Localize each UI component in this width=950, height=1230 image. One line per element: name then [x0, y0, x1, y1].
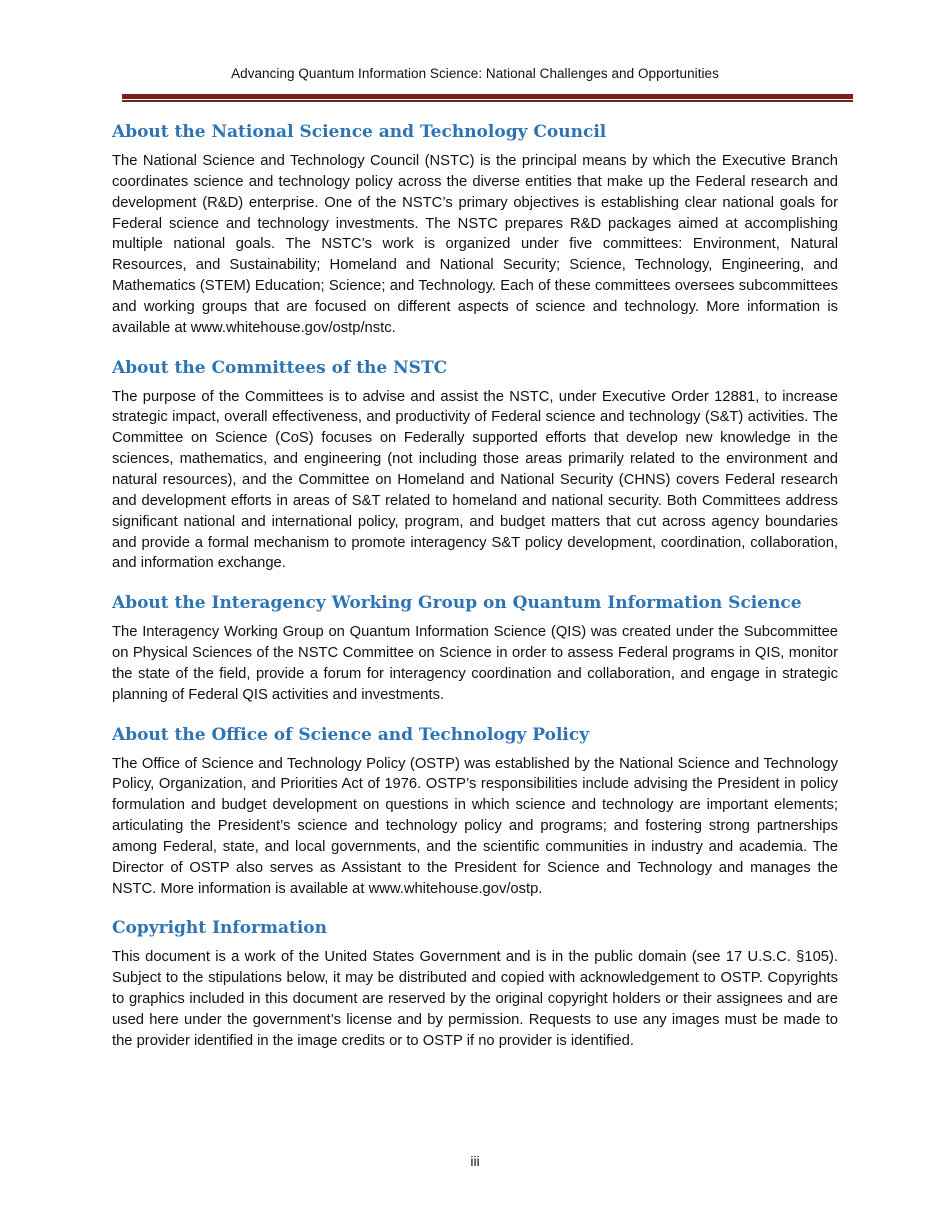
section-body-copyright: This document is a work of the United States Government and is in the public domain (see 17 U.S.C. §105). Subject to the stipulations below, it may be distributed and copied with acknowledgement to OSTP. Copyrights to graphics included in this document are reserved by the original copyright holders or their assignees and are used here under the government’s license and by permission. Requests to use any images must be made to the provider identified in the image credits or to OSTP if no provider is identified.: [112, 949, 838, 1049]
section-body-ostp: The Office of Science and Technology Policy (OSTP) was established by the National Science and Technology Policy, Organization, and Priorities Act of 1976. OSTP’s responsibilities include advising the President in policy formulation and budget development on questions in which science and technology are important elements; articulating the President’s science and technology policy and programs; and fostering strong partnerships among Federal, state, and local governments, and the scientific communities in industry and academia. The Director of OSTP also serves as Assistant to the President for Science and Technology and manages the NSTC. More information is available at www.whitehouse.gov/ostp.: [112, 755, 838, 897]
section-heading-nstc: About the National Science and Technology Council: [112, 122, 607, 142]
running-header-title: Advancing Quantum Information Science: National Challenges and Opportunities: [231, 66, 719, 81]
section-heading-qis-working-group: About the Interagency Working Group on Quantum Information Science: [112, 593, 802, 614]
header-rule-thin: [122, 100, 853, 102]
section-heading-copyright: Copyright Information: [112, 918, 327, 939]
header-rule-thick: [122, 94, 853, 99]
section-nstc: [112, 121, 838, 339]
section-body-committees: The purpose of the Committees is to advise and assist the NSTC, under Executive Order 12881, to increase strategic impact, overall effectiveness, and productivity of Federal science and technology (S&T) activities. The Committee on Science (CoS) focuses on Federally supported efforts that develop new knowledge in the sciences, mathematics, and engineering (not including those areas primarily related to the environment and natural resources), and the Committee on Homeland and National Security (CHNS) covers Federal research and development efforts in areas of S&T related to homeland and national security. Both Committees address significant national and international policy, program, and budget matters that cut across agency boundaries and provide a formal mechanism to promote interagency S&T policy development, coordination, collaboration, and information exchange.: [112, 388, 838, 572]
section-body-qis-working-group: The Interagency Working Group on Quantum Information Science (QIS) was created under the Subcommittee on Physical Sciences of the NSTC Committee on Science in order to assess Federal programs in QIS, monitor the state of the field, provide a forum for interagency coordination and collaboration, and engage in strategic planning of Federal QIS activities and investments.: [112, 624, 838, 703]
section-body-nstc: The National Science and Technology Council (NSTC) is the principal means by which the Executive Branch coordinates science and technology policy across the diverse entities that make up the Federal research and development (R&D) enterprise. One of the NSTC’s primary objectives is establishing clear national goals for Federal science and technology investments. The NSTC prepares R&D packages aimed at accomplishing multiple national goals. The NSTC’s work is organized under five committees: Environment, Natural Resources, and Sustainability; Homeland and National Security; Science, Technology, Engineering, and Mathematics (STEM) Education; Science; and Technology. Each of these committees oversees subcommittees and working groups that are focused on different aspects of science and technology. More information is available at www.whitehouse.gov/ostp/nstc.: [112, 153, 838, 336]
section-copyright: [112, 917, 838, 1051]
section-heading-ostp: About the Office of Science and Technology Policy: [112, 724, 590, 745]
document-body: [112, 121, 838, 1070]
section-ostp: [112, 724, 838, 900]
section-qis-working-group: [112, 592, 838, 705]
page-number: iii: [470, 1153, 480, 1169]
section-committees: [112, 357, 838, 575]
section-heading-committees: About the Committees of the NSTC: [112, 357, 448, 378]
